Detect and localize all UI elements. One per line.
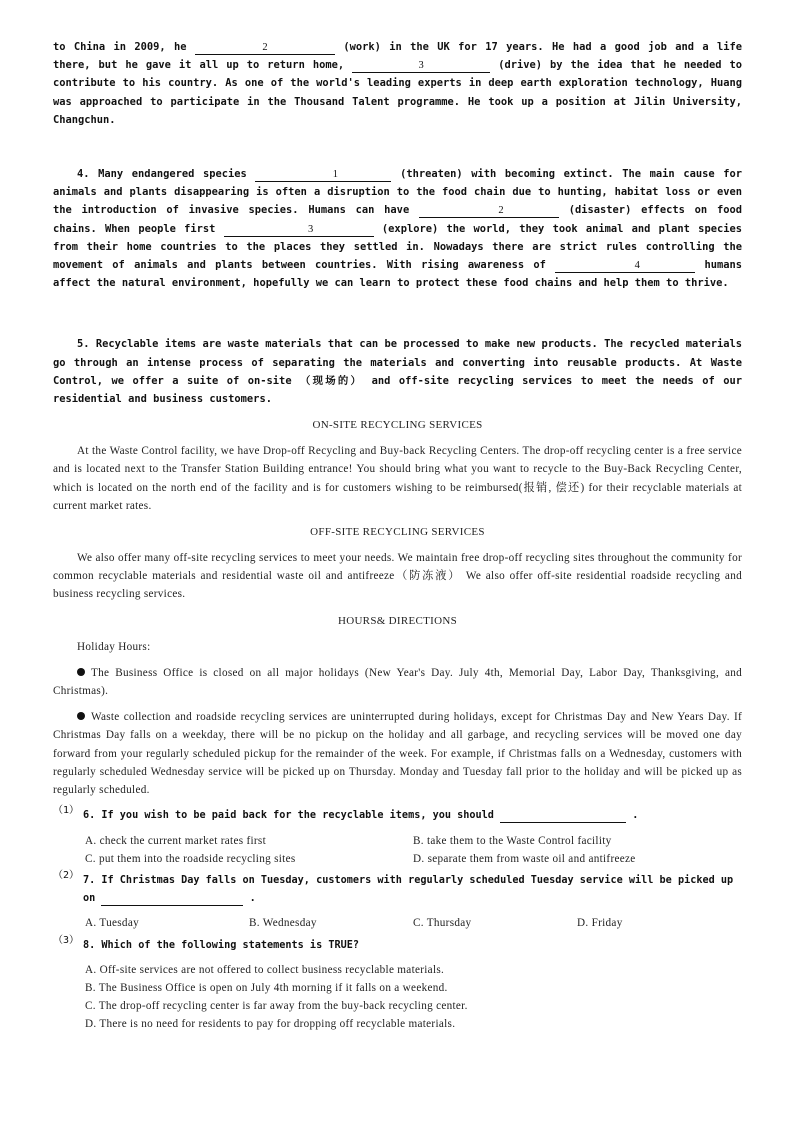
text: 7. If Christmas Day falls on Tuesday, customers with regularly scheduled Tuesday service will be picked up on (83, 874, 734, 905)
question-stem (83, 872, 742, 908)
question-7 (53, 869, 742, 908)
text: 4. Many endangered species (77, 168, 247, 181)
answer-blank-2[interactable] (419, 205, 559, 218)
option-b[interactable]: B. take them to the Waste Control facility (413, 834, 612, 847)
question-8-options (53, 961, 742, 1034)
answer-blank-3[interactable] (224, 224, 374, 237)
answer-blank[interactable] (500, 810, 626, 823)
answer-blank[interactable] (101, 893, 243, 906)
option-d[interactable]: D. separate them from waste oil and antifreeze (413, 852, 636, 865)
answer-blank-4[interactable] (555, 260, 695, 273)
text: (drive) by the idea that he needed to contribute to his country. As one of the world's leading experts in deep earth exploration technology, Huang was approached to participate in the Thousand Talent programme. He took up a position at Jilin University, Changchun. (53, 59, 742, 126)
option-b[interactable]: B. Wednesday (249, 917, 317, 930)
text: to China in 2009, he (53, 41, 187, 53)
text: (explore) the world, they took animal and plant species from their home countries to the places they settled in. Nowadays there are strict rules controlling the movement of animals and plants between countries. With rising awareness of (53, 222, 742, 272)
blank-number: 2 (262, 42, 268, 53)
question-number: （2） (53, 869, 80, 881)
text: (work) in the UK for 17 years. He had a good job and a life there, but he gave it all up to return home, (53, 41, 742, 72)
answer-blank-2[interactable] (195, 42, 335, 55)
bullet-icon (77, 712, 85, 720)
option-a[interactable]: A. Tuesday (85, 917, 139, 930)
option-c[interactable]: C. put them into the roadside recycling sites (85, 852, 296, 865)
bullet-icon (77, 668, 85, 676)
question-8 (53, 934, 742, 955)
blank-number: 2 (498, 205, 504, 217)
section-heading-on-site: ON-SITE RECYCLING SERVICES (312, 419, 483, 432)
question-stem: 8. Which of the following statements is TRUE? (83, 939, 360, 951)
blank-number: 4 (634, 260, 640, 272)
worksheet-page (53, 38, 742, 1034)
text: 6. If you wish to be paid back for the recyclable items, you should (83, 810, 494, 822)
bullet-waste-collection (53, 708, 742, 799)
bullet-business-office (53, 664, 742, 700)
option-d[interactable]: D. There is no need for residents to pay for dropping off recyclable materials. (85, 1018, 456, 1031)
text: (threaten) with becoming extinct. The main cause for animals and plants disappearing is often a disruption to the food chain due to hunting, habitat loss or even the introduction of invasive species. Humans can have (53, 168, 742, 217)
text: (disaster) effects on food chains. When people first (53, 204, 742, 235)
text: . (632, 810, 639, 822)
question-6 (53, 807, 742, 825)
holiday-hours-label: Holiday Hours: (77, 640, 151, 653)
blank-number: 3 (308, 223, 314, 235)
blank-number: 3 (418, 60, 424, 72)
text: humans affect the natural environment, hopefully we can learn to protect these food chains and help them to thrive. (53, 259, 742, 290)
answer-blank-3[interactable] (352, 60, 490, 73)
passage-3-continuation (53, 38, 742, 129)
section-heading-off-site: OFF-SITE RECYCLING SERVICES (310, 526, 485, 539)
on-site-paragraph: At the Waste Control facility, we have Drop-off Recycling and Buy-back Recycling Centers. The drop-off recycling center is a free service and is located next to the Transfer Station Building entrance! You should bring what you want to recycle to the Buy-Back Recycling Center, which is located on the north end of the facility and is for customers wishing to be reimbursed(报销, 偿还) for their recyclable materials at current market rates. (53, 445, 742, 512)
question-number: （1） (53, 805, 80, 817)
section-heading-hours: HOURS& DIRECTIONS (337, 614, 458, 627)
off-site-paragraph: We also offer many off-site recycling services to meet your needs. We maintain free drop-off recycling sites throughout the community for common recyclable materials and residential waste oil and antifreeze（防冻液） We also offer off-site residential roadside recycling and business recycling services. (53, 552, 742, 601)
text: . (249, 893, 256, 905)
text: The Business Office is closed on all major holidays (New Year's Day. July 4th, Memorial Day, Labor Day, Thanksgiving, and Christmas). (53, 666, 742, 698)
passage-5-intro: 5. Recyclable items are waste materials that can be processed to make new products. The recycled materials go through an intense process of separating the materials and converting into reusable products. At Waste Control, we offer a suite of on-site （现场的） and off-site recycling services to meet the needs of our residential and business customers. (53, 338, 742, 406)
option-c[interactable]: C. Thursday (413, 917, 472, 930)
option-a[interactable]: A. check the current market rates first (85, 834, 266, 847)
option-c[interactable]: C. The drop-off recycling center is far away from the buy-back recycling center. (85, 1000, 468, 1013)
option-a[interactable]: A. Off-site services are not offered to collect business recyclable materials. (85, 963, 445, 976)
question-number: （3） (53, 934, 80, 946)
option-b[interactable]: B. The Business Office is open on July 4th morning if it falls on a weekend. (85, 981, 448, 994)
question-6-options (53, 832, 742, 868)
blank-number: 1 (332, 169, 339, 181)
question-7-options (53, 914, 742, 932)
passage-4 (53, 165, 742, 292)
answer-blank-1[interactable] (255, 169, 391, 182)
option-d[interactable]: D. Friday (577, 917, 623, 930)
text: Waste collection and roadside recycling services are uninterrupted during holidays, except for Christmas Day and New Years Day. If Christmas Day falls on a weekday, there will be no pickup on the holiday and all garbage, and recycling services will be moved one day forward from your regularly scheduled pickup for the remainder of the week. For example, if Christmas falls on a Wednesday, customers with regularly scheduled Wednesday service will be picked up on Thursday. Monday and Tuesday fall prior to the holiday and will be picked up as regularly scheduled. (53, 711, 742, 797)
question-stem (83, 807, 742, 825)
